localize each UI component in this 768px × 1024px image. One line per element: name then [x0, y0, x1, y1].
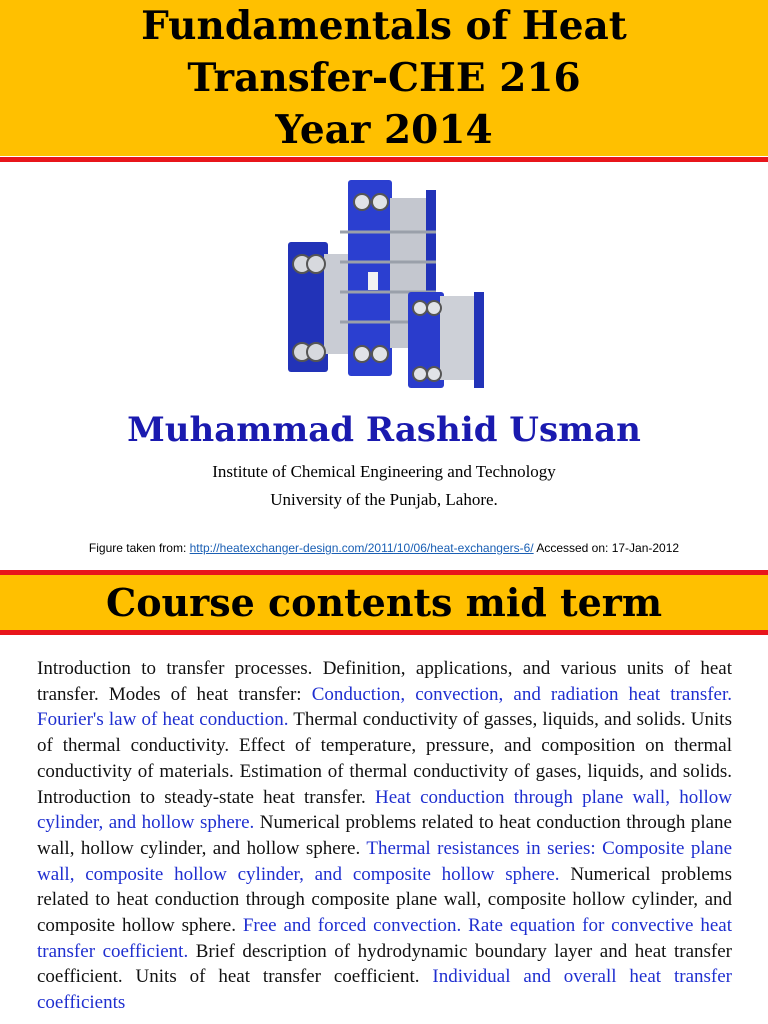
- figure-source-link[interactable]: http://heatexchanger-design.com/2011/10/06/heat-exchangers-6/: [189, 541, 534, 555]
- title-line-1: Fundamentals of Heat: [141, 3, 627, 49]
- contents-segment: Introduction to transfer processes. Definition, applications, and various units of heat transfer. Modes of heat transfer:: [37, 658, 732, 705]
- title-line-3: Year 2014: [275, 107, 493, 153]
- figure-credit-prefix: Figure taken from:: [88, 541, 190, 555]
- course-contents-paragraph: [37, 656, 732, 1016]
- title-line-2: Transfer-CHE 216: [187, 55, 581, 101]
- contents-segment: Numerical problems related to heat conduction through plane wall, hollow cylinder, and hollow sphere.: [37, 812, 732, 859]
- contents-segment-highlight: Free and forced convection. Rate equation for convective heat transfer coefficient.: [37, 915, 732, 962]
- contents-segment-highlight: Heat conduction through plane wall, hollow cylinder, and hollow sphere.: [37, 786, 732, 834]
- title-divider: [0, 157, 768, 162]
- left-exchanger-plate-pack: [324, 254, 352, 354]
- affiliation-line-2: University of the Punjab, Lahore.: [270, 490, 498, 509]
- contents-segment-highlight: Individual and overall heat transfer coefficients: [37, 966, 732, 1014]
- figure-credit-suffix: Accessed on: 17-Jan-2012: [533, 541, 680, 555]
- section-title: Course contents mid term: [105, 580, 663, 625]
- section-bottom-divider: [0, 630, 768, 635]
- contents-segment: Numerical problems related to heat conduction through composite plane wall, composite hollow cylinder, and composite hollow sphere.: [37, 863, 732, 937]
- right-exchanger-plate-pack: [440, 296, 476, 380]
- section-banner: [0, 575, 768, 630]
- contents-segment-highlight: Conduction, convection, and radiation heat transfer. Fourier's law of heat conduction.: [37, 683, 732, 731]
- contents-segment: Brief description of hydrodynamic boundary layer and heat transfer coefficient. Units of heat transfer coefficient.: [37, 940, 732, 988]
- contents-segment: Thermal conductivity of gasses, liquids, and solids. Units of thermal conductivity. Effect of temperature, pressure, and composition on thermal conductivity of materials. Estimation of thermal conductivity of gases, liquids, and solids. Introduction to steady-state heat transfer.: [37, 709, 732, 808]
- heat-exchanger-image: [280, 172, 490, 394]
- affiliation-line-1: Institute of Chemical Engineering and Technology: [212, 462, 556, 481]
- title-banner: [0, 0, 768, 156]
- contents-segment-highlight: Thermal resistances in series: Composite plane wall, composite hollow cylinder, and composite hollow sphere.: [37, 837, 733, 885]
- author-name: Muhammad Rashid Usman: [127, 410, 641, 450]
- figure-credit: [0, 541, 768, 555]
